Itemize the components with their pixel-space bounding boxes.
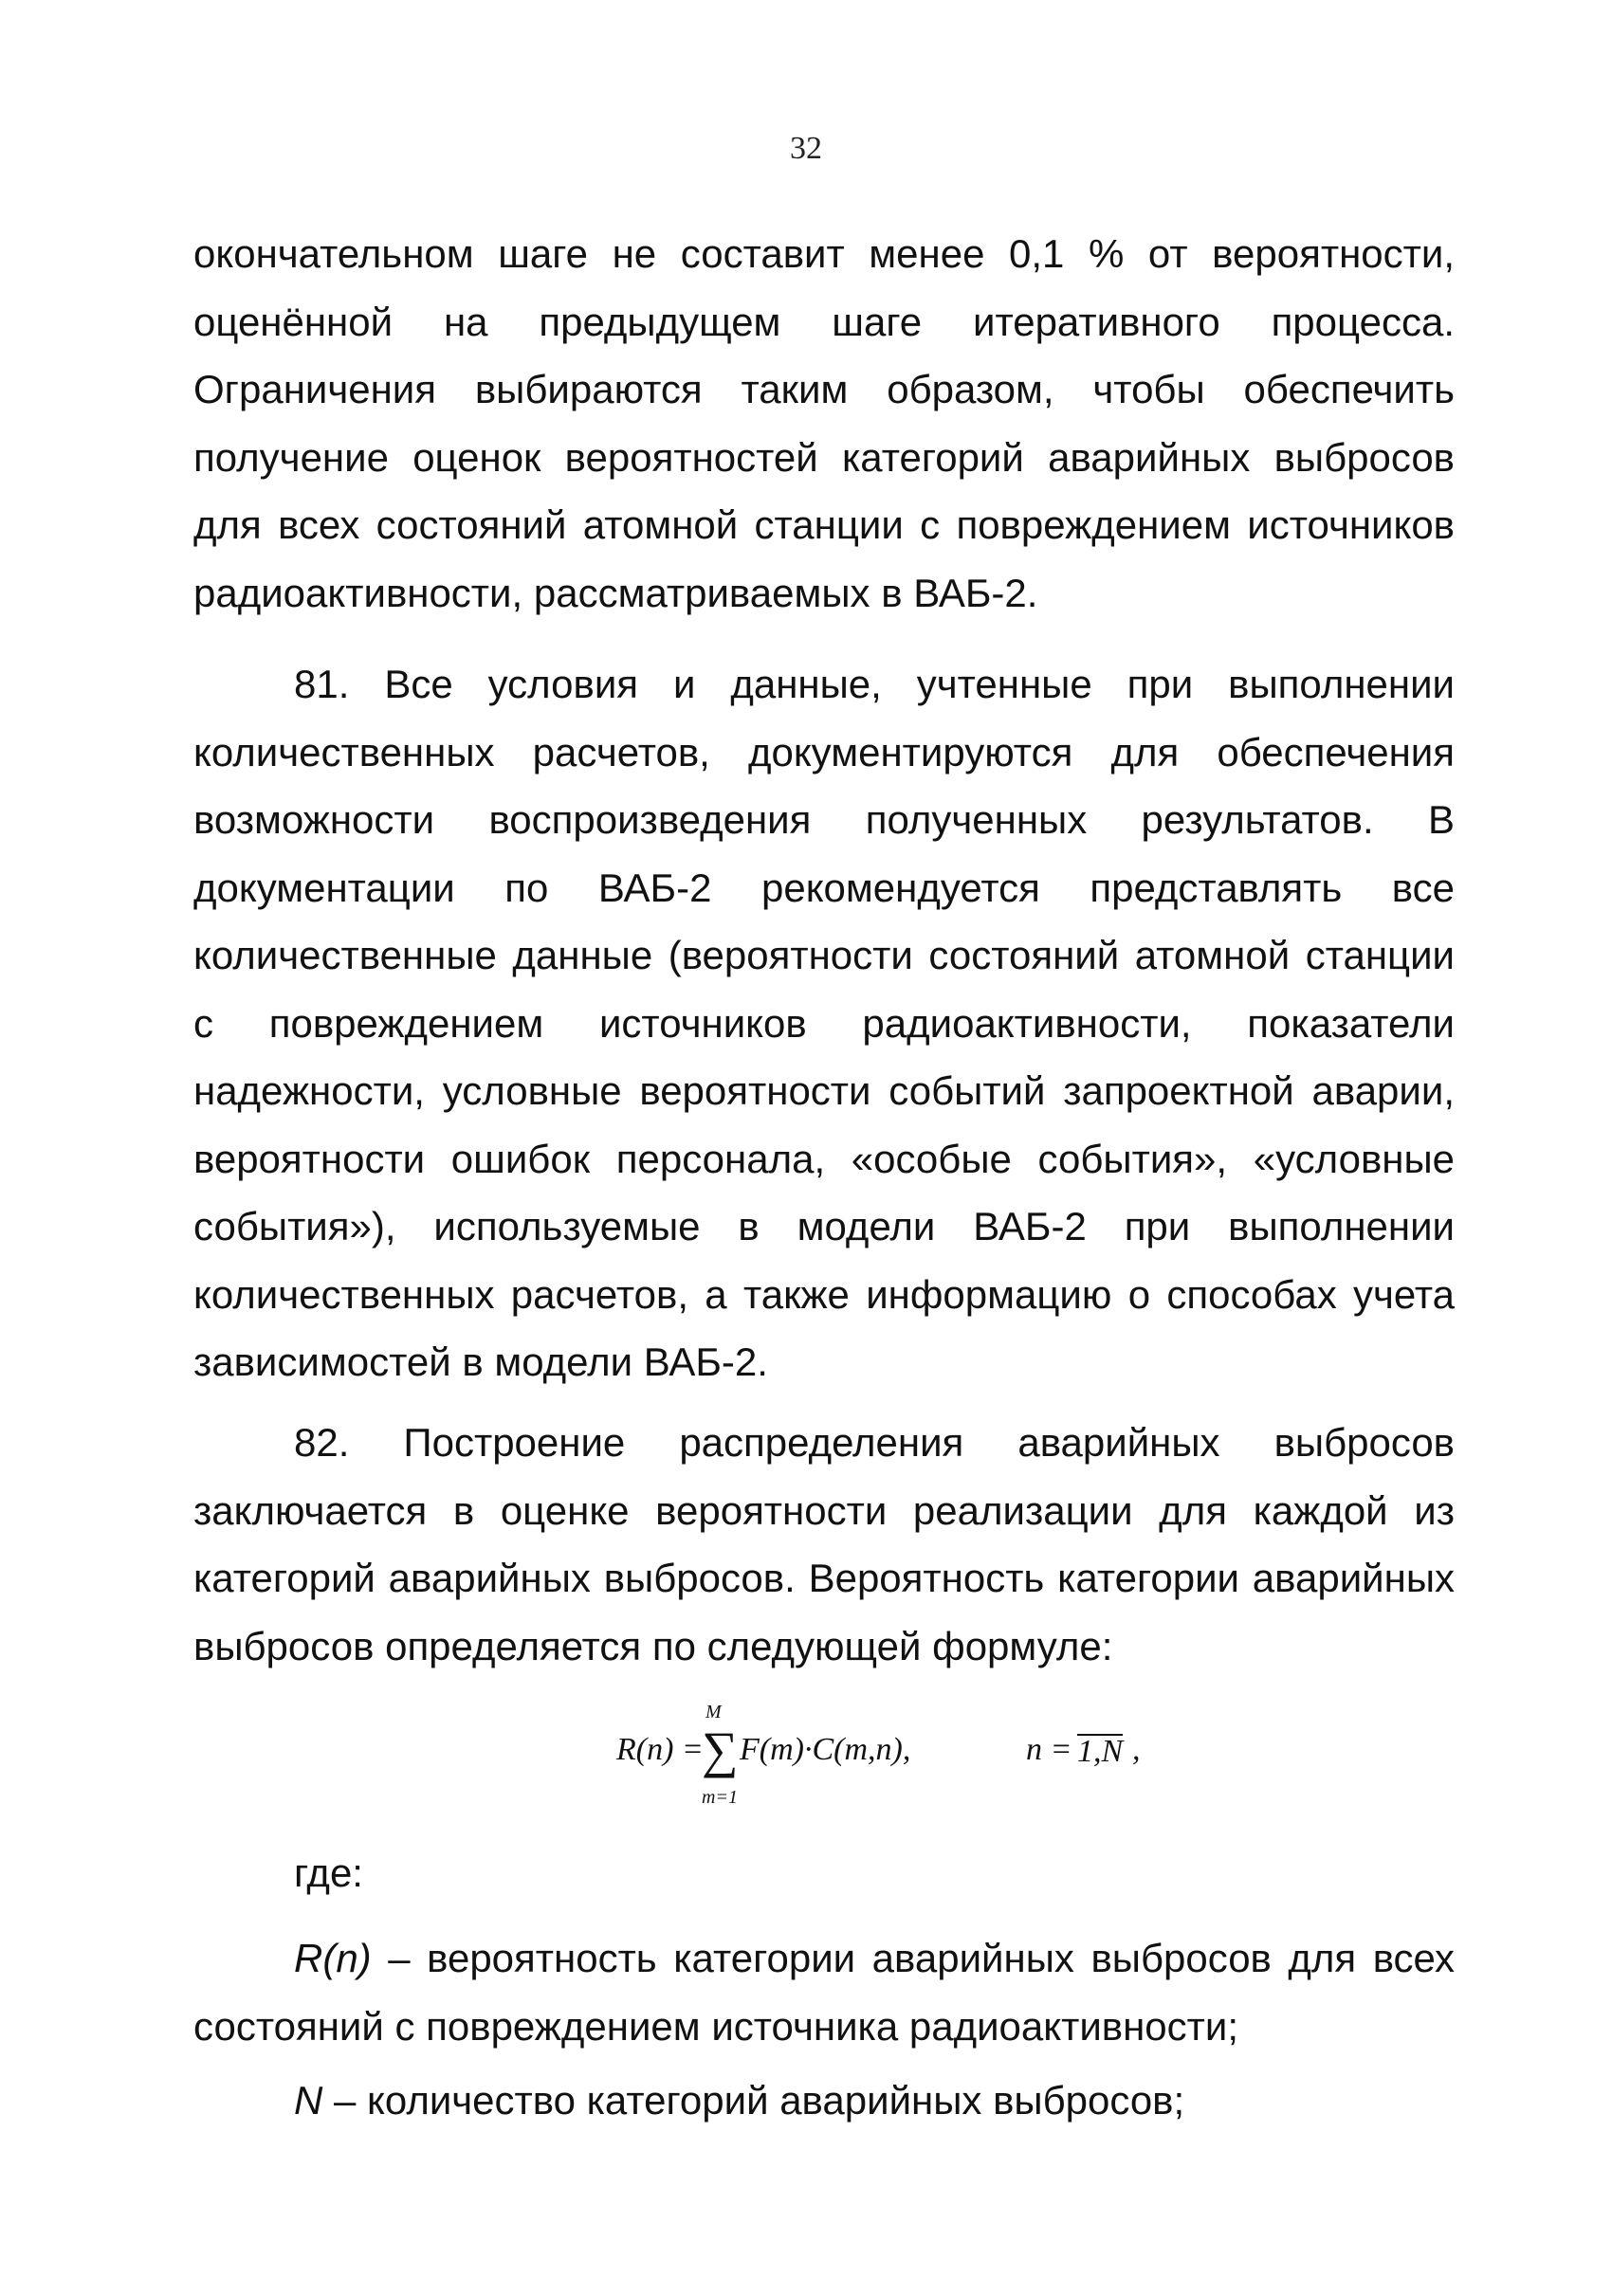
sum-symbol: ∑ bbox=[702, 1722, 739, 1778]
paragraph-81: 81. Все условия и данные, учтенные при выполнении количественных расчетов, документируются для обеспечения возможности воспроизведения полученных результатов. В документации по ВАБ-2 рекомендуется представлять все количественные данные (вероятности состояний атомной станции с повреждением источников радиоактивности, показатели надежности, условные вероятности событий запроектной аварии, вероятности ошибок персонала, «особые события», «условные события»), используемые в модели ВАБ-2 при выполнении количественных расчетов, а также информацию о способах учета зависимостей в модели ВАБ-2. bbox=[193, 662, 1455, 1384]
where-label: где: bbox=[294, 1850, 363, 1895]
definition-N-text: – количество категорий аварийных выбросов; bbox=[322, 2078, 1185, 2123]
formula-body: F(m)·C(m,n), bbox=[740, 1732, 911, 1767]
paragraph-continuation: окончательном шаге не составит менее 0,1 % от вероятности, оценённой на предыдущем шаге итеративного процесса. Ограничения выбираются таким образом, чтобы обеспечить получение оценок вероятностей категорий аварийных выбросов для всех состояний атомной станции с повреждением источников радиоактивности, рассматриваемых в ВАБ-2. bbox=[193, 231, 1455, 615]
definition-N bbox=[193, 2067, 1455, 2135]
formula-range-tail: , bbox=[1132, 1732, 1141, 1767]
definition-R-text: – вероятность категории аварийных выбросов для всех состояний с повреждением источника радиоактивности; bbox=[193, 1936, 1455, 2049]
sum-upper-limit: M bbox=[705, 1702, 722, 1722]
definition-R-symbol: R(n) bbox=[294, 1936, 372, 1980]
definition-N-symbol: N bbox=[294, 2078, 323, 2123]
page-number: 32 bbox=[790, 131, 822, 166]
definition-R bbox=[193, 1924, 1455, 2060]
paragraph-82: 82. Построение распределения аварийных выбросов заключается в оценке вероятности реализации для каждой из категорий аварийных выбросов. Вероятность категории аварийных выбросов определяется по следующей формуле: bbox=[193, 1420, 1455, 1668]
formula-range-lhs: n = bbox=[1026, 1732, 1072, 1767]
formula-range-value: 1,N bbox=[1077, 1734, 1124, 1769]
release-probability-formula bbox=[607, 1692, 1195, 1806]
formula-lhs: R(n) = bbox=[616, 1732, 704, 1767]
sum-lower-limit: m=1 bbox=[702, 1787, 738, 1808]
